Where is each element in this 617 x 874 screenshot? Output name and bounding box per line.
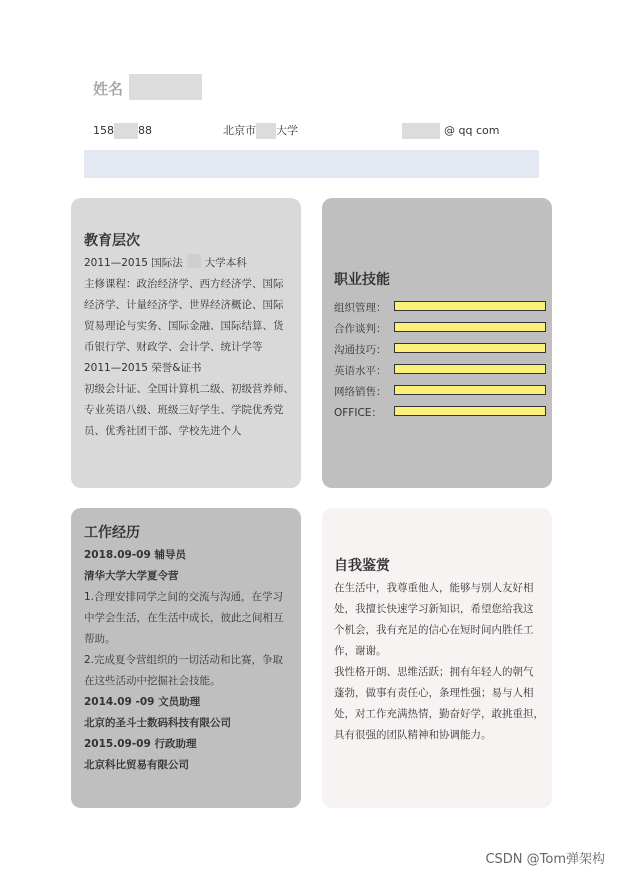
- name-label: 姓名: [93, 80, 124, 98]
- skill-bar: [394, 406, 546, 416]
- self-eval-line: 具有很强的团队精神和协调能力。: [334, 729, 492, 741]
- work-line: 清华大学大学夏令营: [84, 570, 179, 582]
- work-line: 2014.09 -09 文员助理: [84, 696, 201, 708]
- skill-bar: [394, 322, 546, 332]
- self-eval-line: 作，谢谢。: [334, 645, 387, 657]
- email-redacted: [402, 123, 440, 139]
- skill-row: [334, 319, 549, 340]
- self-eval-line: 我性格开朗、思维活跃；拥有年轻人的朝气: [334, 666, 534, 678]
- self-eval-title: 自我鉴赏: [334, 558, 390, 574]
- skill-label: 网络销售：: [334, 386, 387, 398]
- name-redacted-box: [129, 74, 202, 100]
- work-line: 北京科比贸易有限公司: [84, 759, 189, 771]
- work-line: 帮助。: [84, 633, 116, 645]
- skill-row: [334, 340, 549, 361]
- education-line: 币银行学、财政学、会计学、统计学等: [84, 341, 263, 353]
- self-eval-line: 个机会，我有充足的信心在短时间内胜任工: [334, 624, 534, 636]
- work-line: 2015.09-09 行政助理: [84, 738, 197, 750]
- self-eval-line: 处，对工作充满热情，勤奋好学，敢挑重担，: [334, 708, 544, 720]
- header-banner: [84, 150, 539, 178]
- skill-label: OFFICE：: [334, 407, 382, 419]
- self-eval-line: 处，我擅长快速学习新知识，希望您给我这: [334, 603, 534, 615]
- education-line: 2011—2015 国际法 大学本科: [84, 253, 294, 274]
- skill-row: [334, 298, 549, 319]
- skill-row: [334, 361, 549, 382]
- school-redacted: [256, 123, 276, 139]
- education-redacted: [187, 254, 201, 268]
- skill-label: 组织管理：: [334, 302, 387, 314]
- education-line: 员、优秀社团干部、学校先进个人: [84, 425, 242, 437]
- work-line: 中学会生活，在生活中成长，彼此之间相互: [84, 612, 284, 624]
- skill-bar: [394, 385, 546, 395]
- education-line: 主修课程：政治经济学、西方经济学、国际: [84, 278, 284, 290]
- skill-bar: [394, 343, 546, 353]
- education-line: 2011—2015 荣誉&证书: [84, 362, 202, 374]
- phone-redacted: [114, 123, 138, 139]
- watermark: CSDN @Tom弹架构: [485, 852, 605, 867]
- skills-title: 职业技能: [334, 272, 390, 288]
- education-line: 专业英语八级、班级三好学生、学院优秀党: [84, 404, 284, 416]
- skill-label: 合作谈判：: [334, 323, 387, 335]
- skill-label: 英语水平：: [334, 365, 387, 377]
- work-line: 在这些活动中挖掘社会技能。: [84, 675, 221, 687]
- work-line: 北京的圣斗士数码科技有限公司: [84, 717, 231, 729]
- education-line: 初级会计证、全国计算机二级、初级营养师、: [84, 383, 294, 395]
- phone-number: 158 88: [93, 124, 152, 137]
- work-line: 1.合理安排同学之间的交流与沟通，在学习: [84, 591, 284, 603]
- education-title: 教育层次: [84, 233, 140, 249]
- education-line: 贸易理论与实务、国际金融、国际结算、货: [84, 320, 284, 332]
- skill-row: [334, 382, 549, 403]
- skill-row: [334, 403, 549, 424]
- work-line: 2.完成夏令营组织的一切活动和比赛，争取: [84, 654, 284, 666]
- work-title: 工作经历: [84, 525, 140, 541]
- self-eval-line: 蓬勃，做事有责任心，条理性强；易与人相: [334, 687, 534, 699]
- email: @ qq com: [402, 123, 499, 139]
- work-text: [84, 545, 284, 776]
- skill-bar: [394, 364, 546, 374]
- education-line: 经济学、计量经济学、世界经济概论、国际: [84, 299, 284, 311]
- self-eval-text: [334, 578, 544, 746]
- work-line: 2018.09-09 辅导员: [84, 549, 186, 561]
- education-text: [84, 253, 294, 442]
- skill-label: 沟通技巧：: [334, 344, 387, 356]
- self-eval-line: 在生活中，我尊重他人，能够与别人友好相: [334, 582, 534, 594]
- school-info: 北京市 大学: [223, 124, 298, 137]
- skill-bar: [394, 301, 546, 311]
